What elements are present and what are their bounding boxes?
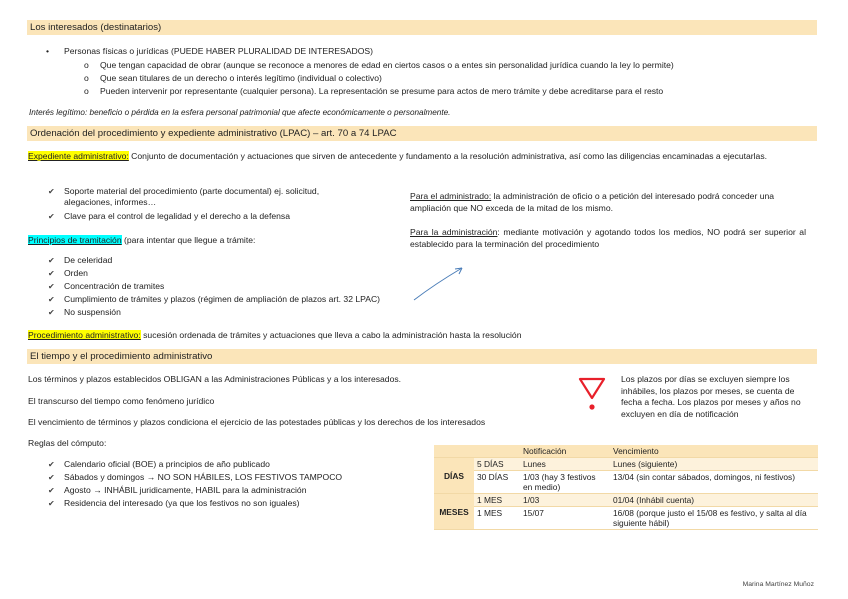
table-header-notificacion: Notificación <box>520 445 610 458</box>
procedimiento-text: sucesión ordenada de trámites y actuaciones que lleva a cabo la administración hasta la resolución <box>140 330 522 340</box>
footer-author: Marina Martínez Muñoz <box>742 581 814 588</box>
table-header-cell <box>474 445 520 458</box>
check-item: ✔ Concentración de tramites <box>48 281 428 292</box>
table-cell: 13/04 (sin contar sábados, domingos, ni festivos) <box>613 472 796 482</box>
administrado-text: la administración de oficio o a petición del interesado podrá conceder una ampliación que NO exceda de la mitad de los mismo. <box>410 191 775 213</box>
table-cell: 01/04 (Inhábil cuenta) <box>610 494 818 507</box>
sub-item-capacidad: o Que tengan capacidad de obrar (aunque se reconoce a menores de edad en ciertos casos o a entes sin personalidad jurídica cuando la ley lo permite) <box>100 60 674 70</box>
table-cell: 1 MES <box>474 494 520 507</box>
check-item: ✔ Clave para el control de legalidad y el derecho a la defensa <box>48 211 368 222</box>
expediente-label: Expediente administrativo: <box>28 151 129 161</box>
section-header-interesados: Los interesados (destinatarios) <box>27 20 817 35</box>
table-cell: 1/03 (hay 3 festivos en medio) <box>523 472 596 492</box>
check-item: ✔ Calendario oficial (BOE) a principios de año publicado <box>48 459 428 470</box>
table-cell: Lunes (siguiente) <box>610 458 818 471</box>
check-item: ✔ No suspensión <box>48 307 428 318</box>
reglas-check-list <box>48 459 428 509</box>
administrado-label: Para el administrado: <box>410 191 492 201</box>
tiempo-paragraph-2: El transcurso del tiempo como fenómeno jurídico <box>28 396 215 406</box>
section-header-ordenacion: Ordenación del procedimiento y expediente administrativo (LPAC) – art. 70 a 74 LPAC <box>27 126 817 141</box>
interes-legitimo-note: Interés legítimo: beneficio o pérdida en la esfera personal patrimonial que afecte económicamente o personalmente. <box>29 108 451 117</box>
table-cell: 1/03 <box>520 494 610 507</box>
table-cell: 16/08 (porque justo el 15/08 es festivo, y salta al día siguiente hábil) <box>613 508 807 528</box>
table-header-row <box>434 445 818 458</box>
principios-text: (para intentar que llegue a trámite: <box>121 235 256 245</box>
table-header-vencimiento: Vencimiento <box>610 445 818 458</box>
tiempo-paragraph-3: El vencimiento de términos y plazos condiciona el ejercicio de las potestades públicas y los derechos de los interesados <box>28 417 486 427</box>
bullet-personas: • Personas físicas o jurídicas (PUEDE HABER PLURALIDAD DE INTERESADOS) <box>64 46 373 56</box>
table-header-cell <box>434 445 474 458</box>
principios-line <box>28 235 255 245</box>
table-row <box>434 507 818 530</box>
expediente-definition <box>28 150 818 162</box>
table-cell: 5 DÍAS <box>474 458 520 471</box>
table-row-label-meses: MESES <box>434 494 474 530</box>
table-cell: 15/07 <box>523 508 544 518</box>
ampliacion-administracion <box>410 226 806 250</box>
check-item: ✔ Soporte material del procedimiento (parte documental) ej. solicitud, alegaciones, informes… <box>48 186 368 208</box>
administracion-text: : mediante motivación y agotando todos los medios, NO podrá ser superior al establecido para la terminación del procedimiento <box>410 227 806 249</box>
check-item: ✔ Residencia del interesado (ya que los festivos no son iguales) <box>48 498 428 509</box>
section-header-tiempo: El tiempo y el procedimiento administrativo <box>27 349 817 364</box>
check-item: ✔ Sábados y domingos → NO SON HÁBILES, LOS FESTIVOS TAMPOCO <box>48 472 428 483</box>
reglas-heading: Reglas del cómputo: <box>28 438 107 448</box>
table-cell: 1 MES <box>477 508 503 518</box>
table-row <box>434 471 818 494</box>
principios-check-list <box>48 255 428 318</box>
sub-item-representante: o Pueden intervenir por representante (cualquier persona). La representación se presume para actos de mero trámite y debe acreditarse para el resto <box>100 86 663 96</box>
administracion-label: Para la administración <box>410 227 498 237</box>
check-item: ✔ Agosto → INHÁBIL juridicamente, HABIL para la administración <box>48 485 428 496</box>
procedimiento-definition <box>28 330 521 340</box>
warning-icon <box>578 376 606 416</box>
check-item: ✔ De celeridad <box>48 255 428 266</box>
table-row <box>434 494 818 507</box>
sub-item-titulares: o Que sean titulares de un derecho o interés legítimo (individual o colectivo) <box>100 73 382 83</box>
table-row-label-dias: DÍAS <box>434 458 474 494</box>
link-arrow-icon <box>410 262 470 304</box>
table-row <box>434 458 818 471</box>
check-item: ✔ Cumplimiento de trámites y plazos (régimen de ampliación de plazos art. 32 LPAC) <box>48 294 428 305</box>
check-item: ✔ Orden <box>48 268 428 279</box>
ampliacion-administrado <box>410 190 806 214</box>
expediente-check-list <box>48 186 368 222</box>
expediente-text: Conjunto de documentación y actuaciones que sirven de antecedente y fundamento a la resolución administrativa, así como las diligencias encaminadas a ejecutarlas. <box>128 151 768 161</box>
plazos-table <box>434 445 818 530</box>
principios-label: Principios de tramitación <box>28 235 122 245</box>
table-cell: 30 DÍAS <box>477 472 509 482</box>
tiempo-paragraph-1: Los términos y plazos establecidos OBLIGAN a las Administraciones Públicas y a los interesados. <box>28 374 402 384</box>
plazos-side-note: Los plazos por días se excluyen siempre los inhábiles, los plazos por meses, se cuenta de fecha a fecha. Los plazos por meses y años no excluyen en día de notificación <box>621 374 801 419</box>
procedimiento-label: Procedimiento administrativo: <box>28 330 141 340</box>
table-cell: Lunes <box>520 458 610 471</box>
